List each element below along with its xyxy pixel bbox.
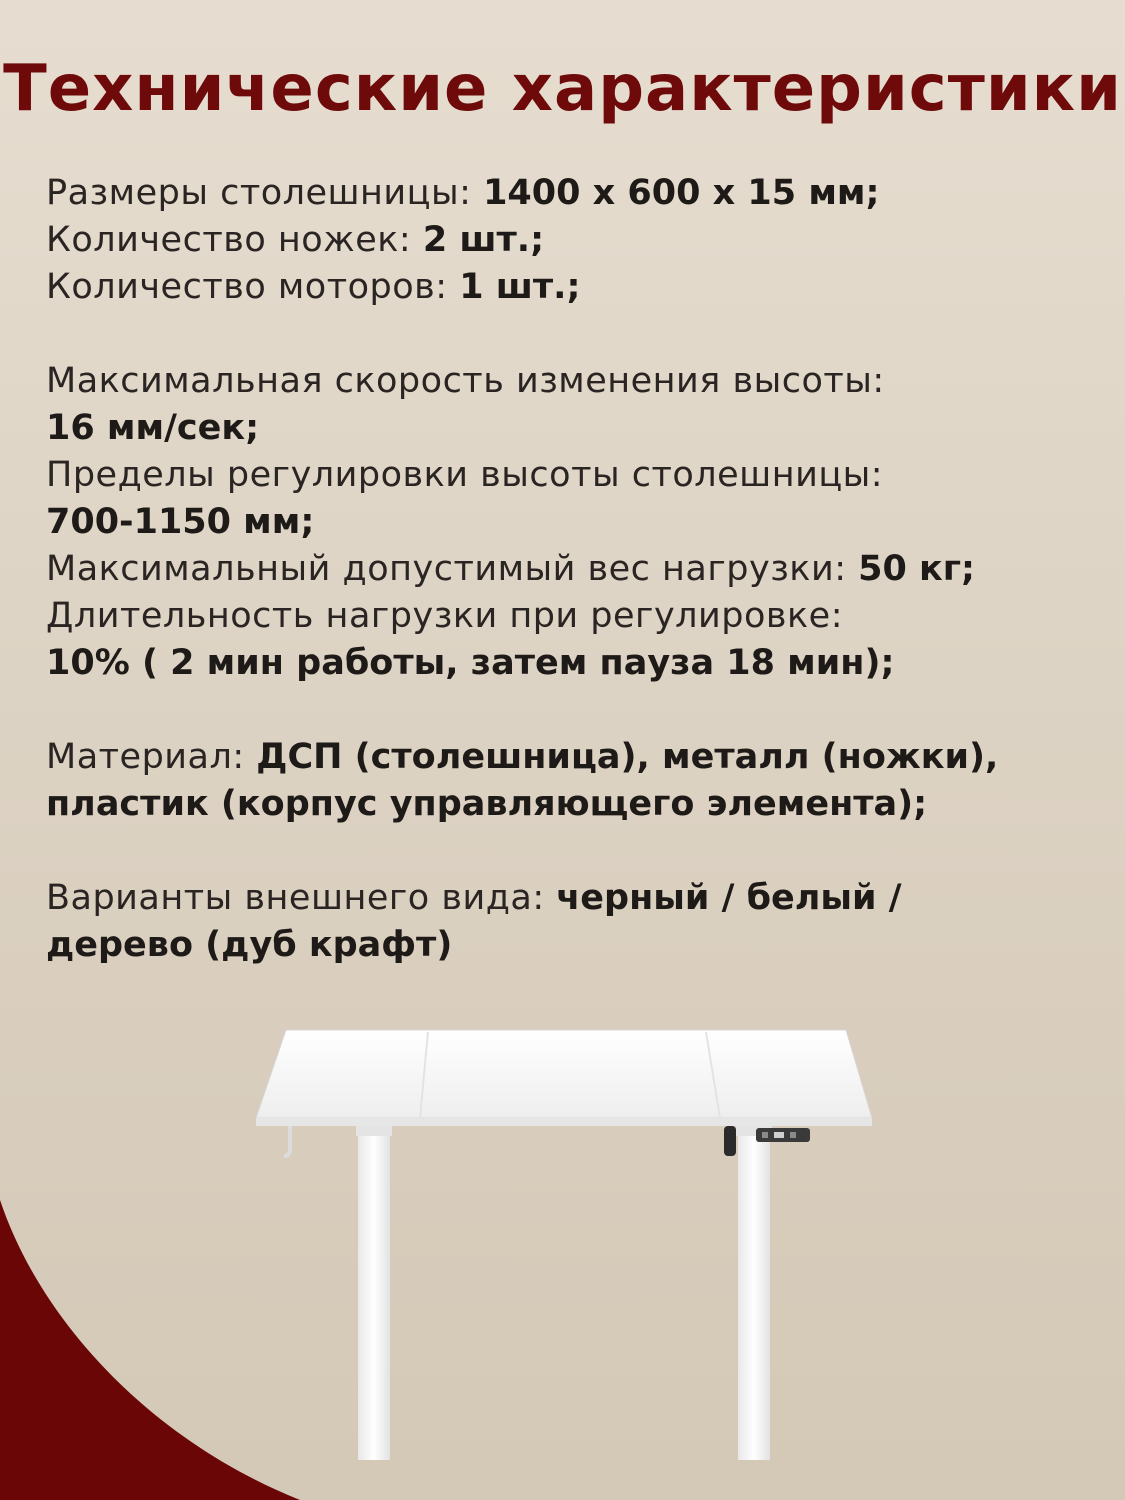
spec-height-range-value: [46, 499, 1096, 546]
specs-group-colors: [46, 875, 1096, 969]
spec-duty-cycle-label: [46, 593, 1096, 640]
spec-value: дерево (дуб крафт): [46, 925, 453, 965]
spec-label: Количество ножек:: [46, 220, 423, 260]
specs-group-dimensions: [46, 170, 1096, 311]
spec-value: пластик (корпус управляющего элемента);: [46, 784, 928, 824]
page-title: Технические характеристики: [3, 52, 1122, 126]
spec-max-load: [46, 546, 1096, 593]
spec-label: Максимальная скорость изменения высоты:: [46, 361, 885, 401]
spec-legs-count: [46, 217, 1096, 264]
spec-label: Пределы регулировки высоты столешницы:: [46, 455, 884, 495]
spec-value: ДСП (столешница), металл (ножки),: [256, 737, 999, 777]
spec-max-speed-value: [46, 405, 1096, 452]
spec-value: черный / белый /: [556, 878, 902, 918]
specs-group-material: [46, 734, 1096, 828]
spec-value: 2 шт.;: [422, 220, 545, 260]
specs-list: [46, 170, 1096, 1016]
spec-label: Количество моторов:: [46, 267, 460, 307]
spec-value: 10% ( 2 мин работы, затем пауза 18 мин);: [46, 643, 895, 683]
spec-tabletop-size: [46, 170, 1096, 217]
spec-motors-count: [46, 264, 1096, 311]
spec-label: Материал:: [46, 737, 257, 777]
spec-value: 1400 х 600 х 15 мм;: [483, 173, 880, 213]
spec-material-cont: [46, 781, 1096, 828]
spec-value: 700-1150 мм;: [46, 502, 315, 542]
spec-material: [46, 734, 1096, 781]
spec-color-options-cont: [46, 922, 1096, 969]
spec-height-range-label: [46, 452, 1096, 499]
spec-label: Длительность нагрузки при регулировке:: [46, 596, 843, 636]
specs-group-performance: [46, 358, 1096, 687]
spec-value: 1 шт.;: [459, 267, 581, 307]
spec-duty-cycle-value: [46, 640, 1096, 687]
spec-label: Максимальный допустимый вес нагрузки:: [46, 549, 859, 589]
spec-label: Размеры столешницы:: [46, 173, 484, 213]
spec-value: 16 мм/сек;: [46, 408, 260, 448]
desk-product-image: [250, 1020, 890, 1460]
spec-label: Варианты внешнего вида:: [46, 878, 557, 918]
spec-max-speed-label: [46, 358, 1096, 405]
spec-color-options: [46, 875, 1096, 922]
spec-value: 50 кг;: [858, 549, 976, 589]
